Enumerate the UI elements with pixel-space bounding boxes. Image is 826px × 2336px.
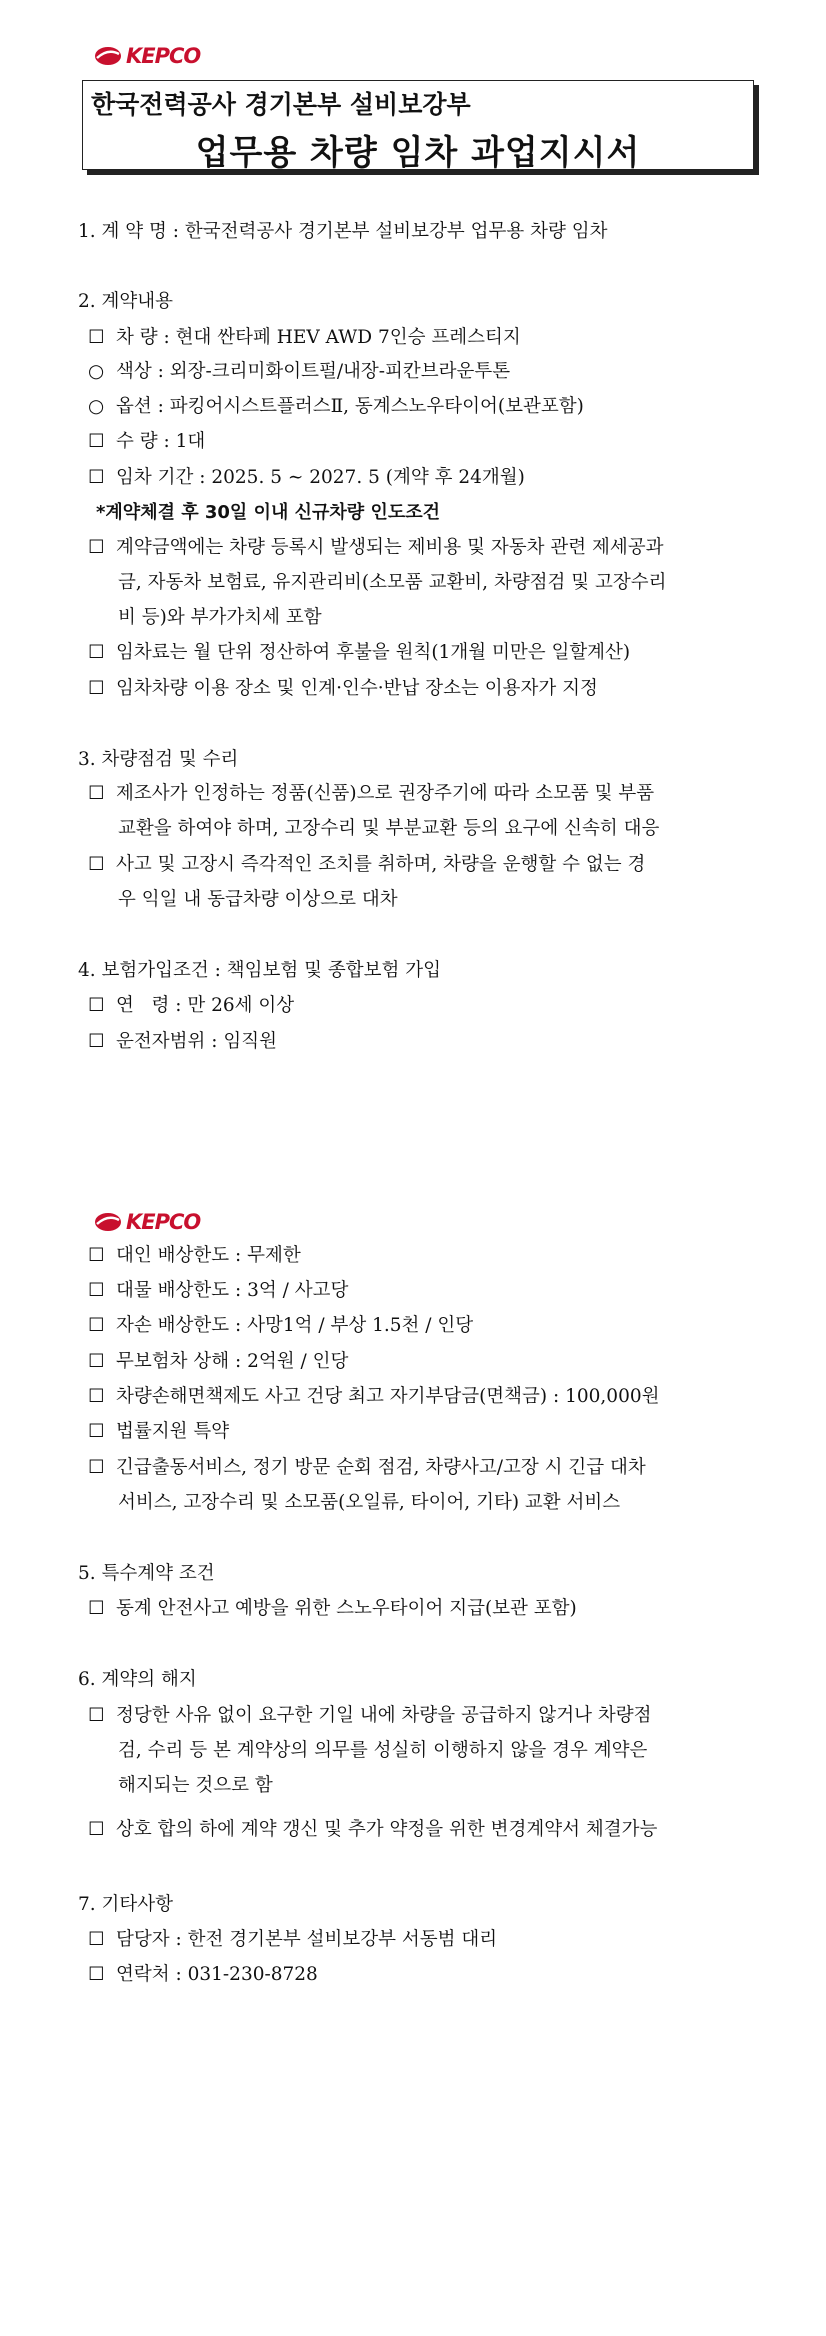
list-item: ☐ 법률지원 특약 bbox=[88, 1421, 230, 1442]
checkbox-icon: ☐ bbox=[88, 1598, 105, 1619]
checkbox-icon: ☐ bbox=[88, 1964, 105, 1985]
contract-name: 1. 계 약 명 : 한국전력공사 경기본부 설비보강부 업무용 차량 임차 bbox=[78, 221, 608, 242]
checkbox-icon: ☐ bbox=[88, 1421, 105, 1442]
checkbox-icon: ☐ bbox=[88, 1819, 105, 1840]
kepco-logo bbox=[94, 1207, 200, 1237]
checkbox-icon: ☐ bbox=[88, 1386, 105, 1407]
list-item: ☐ 운전자범위 : 임직원 bbox=[88, 1031, 277, 1052]
title-box bbox=[82, 80, 754, 173]
list-item: ☐ 차량손해면책제도 사고 건당 최고 자기부담금(면책금) : 100,000원 bbox=[88, 1386, 660, 1407]
list-item: ☐ 계약금액에는 차량 등록시 발생되는 제비용 및 자동차 관련 제세공과 bbox=[88, 537, 664, 558]
list-item: ○ 색상 : 외장-크리미화이트펄/내장-피칸브라운투톤 bbox=[88, 361, 511, 382]
kepco-logo-text: KEPCO bbox=[126, 44, 201, 68]
list-item: ☐ 차 량 : 현대 싼타페 HEV AWD 7인승 프레스티지 bbox=[88, 327, 521, 348]
list-item-continued: 우 익일 내 동급차량 이상으로 대차 bbox=[118, 889, 398, 910]
list-item-continued: 교환을 하여야 하며, 고장수리 및 부분교환 등의 요구에 신속히 대응 bbox=[118, 818, 660, 839]
checkbox-icon: ☐ bbox=[88, 431, 105, 452]
org-name: 한국전력공사 경기본부 설비보강부 bbox=[91, 90, 471, 119]
list-item: ☐ 담당자 : 한전 경기본부 설비보강부 서동범 대리 bbox=[88, 1929, 498, 1950]
checkbox-icon: ☐ bbox=[88, 1705, 105, 1726]
list-item: ○ 옵션 : 파킹어시스트플러스Ⅱ, 동계스노우타이어(보관포함) bbox=[88, 396, 584, 417]
list-item: ☐ 사고 및 고장시 즉각적인 조치를 취하며, 차량을 운행할 수 없는 경 bbox=[88, 854, 646, 875]
checkbox-icon: ☐ bbox=[88, 678, 105, 699]
list-item: ☐ 정당한 사유 없이 요구한 기일 내에 차량을 공급하지 않거나 차량점 bbox=[88, 1705, 652, 1726]
checkbox-icon: ☐ bbox=[88, 327, 105, 348]
section-6-heading: 6. 계약의 해지 bbox=[78, 1669, 197, 1690]
list-item: ☐ 제조사가 인정하는 정품(신품)으로 권장주기에 따라 소모품 및 부품 bbox=[88, 783, 655, 804]
checkbox-icon: ☐ bbox=[88, 1457, 105, 1478]
checkbox-icon: ☐ bbox=[88, 642, 105, 663]
list-item: ☐ 임차차량 이용 장소 및 인계·인수·반납 장소는 이용자가 지정 bbox=[88, 678, 598, 699]
checkbox-icon: ☐ bbox=[88, 995, 105, 1016]
kepco-logo bbox=[94, 41, 200, 71]
checkbox-icon: ☐ bbox=[88, 1245, 105, 1266]
checkbox-icon: ☐ bbox=[88, 1351, 105, 1372]
list-item: ☐ 대인 배상한도 : 무제한 bbox=[88, 1245, 301, 1266]
list-item: ☐ 임차료는 월 단위 정산하여 후불을 원칙(1개월 미만은 일할계산) bbox=[88, 642, 631, 663]
section-5-heading: 5. 특수계약 조건 bbox=[78, 1563, 215, 1584]
checkbox-icon: ☐ bbox=[88, 467, 105, 488]
list-item: ☐ 연락처 : 031-230-8728 bbox=[88, 1964, 318, 1985]
checkbox-icon: ☐ bbox=[88, 537, 105, 558]
list-item: ☐ 자손 배상한도 : 사망1억 / 부상 1.5천 / 인당 bbox=[88, 1315, 474, 1336]
list-item: ☐ 동계 안전사고 예방을 위한 스노우타이어 지급(보관 포함) bbox=[88, 1598, 577, 1619]
delivery-note: *계약체결 후 30일 이내 신규차량 인도조건 bbox=[96, 502, 441, 523]
circle-bullet-icon: ○ bbox=[88, 396, 105, 417]
checkbox-icon: ☐ bbox=[88, 1315, 105, 1336]
section-2-heading: 2. 계약내용 bbox=[78, 291, 174, 312]
kepco-logo-text: KEPCO bbox=[126, 1210, 201, 1234]
section-3-heading: 3. 차량점검 및 수리 bbox=[78, 749, 239, 770]
list-item-continued: 금, 자동차 보험료, 유지관리비(소모품 교환비, 차량점검 및 고장수리 bbox=[118, 572, 667, 593]
list-item: ☐ 긴급출동서비스, 정기 방문 순회 점검, 차량사고/고장 시 긴급 대차 bbox=[88, 1457, 646, 1478]
list-item-continued: 비 등)와 부가가치세 포함 bbox=[118, 607, 322, 628]
list-item: ☐ 연 령 : 만 26세 이상 bbox=[88, 995, 295, 1016]
kepco-logo-icon bbox=[94, 46, 122, 66]
list-item: ☐ 대물 배상한도 : 3억 / 사고당 bbox=[88, 1280, 349, 1301]
checkbox-icon: ☐ bbox=[88, 1031, 105, 1052]
list-item: ☐ 수 량 : 1대 bbox=[88, 431, 206, 452]
circle-bullet-icon: ○ bbox=[88, 361, 105, 382]
checkbox-icon: ☐ bbox=[88, 1929, 105, 1950]
page-title: 업무용 차량 임차 과업지시서 bbox=[195, 133, 641, 173]
list-item: ☐ 임차 기간 : 2025. 5 ∼ 2027. 5 (계약 후 24개월) bbox=[88, 467, 525, 488]
section-7-heading: 7. 기타사항 bbox=[78, 1894, 174, 1915]
checkbox-icon: ☐ bbox=[88, 854, 105, 875]
kepco-logo-icon bbox=[94, 1212, 122, 1232]
list-item: ☐ 상호 합의 하에 계약 갱신 및 추가 약정을 위한 변경계약서 체결가능 bbox=[88, 1819, 658, 1840]
checkbox-icon: ☐ bbox=[88, 1280, 105, 1301]
section-4-heading: 4. 보험가입조건 : 책임보험 및 종합보험 가입 bbox=[78, 960, 441, 981]
list-item-continued: 해지되는 것으로 함 bbox=[118, 1775, 273, 1796]
list-item-continued: 검, 수리 등 본 계약상의 의무를 성실히 이행하지 않을 경우 계약은 bbox=[118, 1740, 648, 1761]
checkbox-icon: ☐ bbox=[88, 783, 105, 804]
list-item: ☐ 무보험차 상해 : 2억원 / 인당 bbox=[88, 1351, 349, 1372]
list-item-continued: 서비스, 고장수리 및 소모품(오일류, 타이어, 기타) 교환 서비스 bbox=[118, 1492, 621, 1513]
